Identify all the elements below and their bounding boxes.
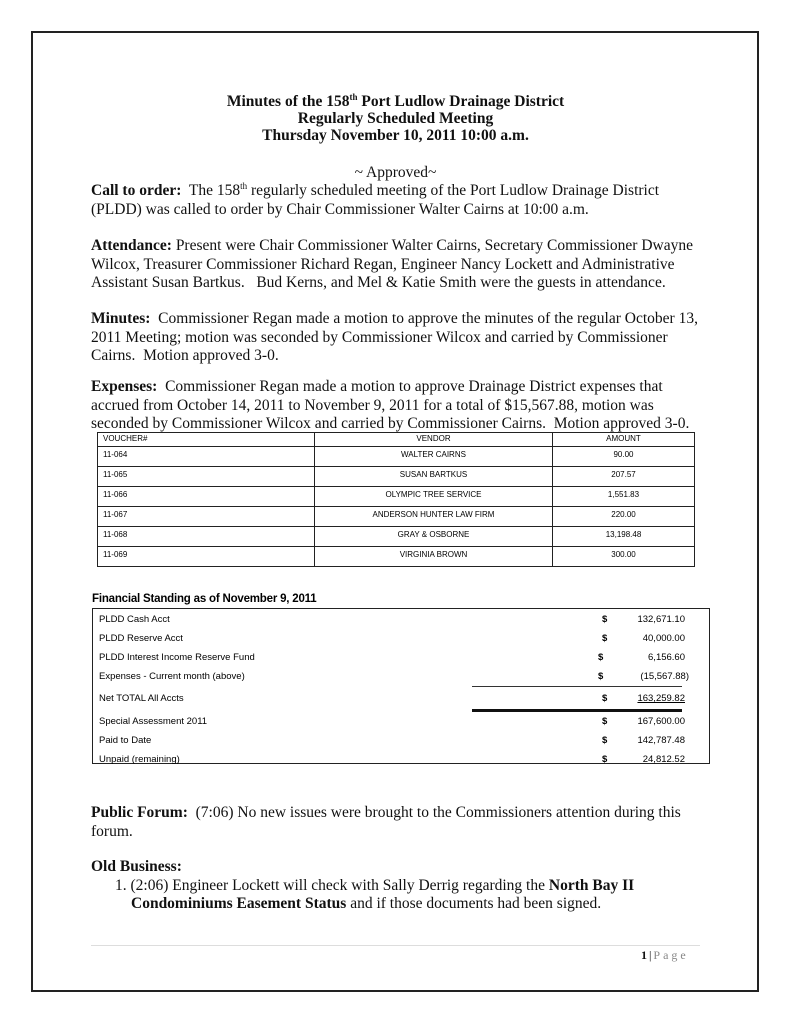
- vendor-name: GRAY & OSBORNE: [315, 527, 553, 547]
- account-amount: 142,787.48: [637, 735, 685, 746]
- vendor-name: OLYMPIC TREE SERVICE: [315, 487, 553, 507]
- currency-symbol: $: [602, 735, 608, 746]
- account-label: Special Assessment 2011: [99, 716, 208, 727]
- voucher-number: 11-068: [98, 527, 315, 547]
- account-amount: 167,600.00: [637, 716, 685, 727]
- expenses-section: Expenses: Commissioner Regan made a motion to approve Drainage District expenses that accrued from October 14, 2011 to November 9, 2011 for a total of $15,567.88, motion was seconded by Commissioner Wilcox and carried by Commissioner Cairns. Motion approved 3-0.: [91, 378, 690, 432]
- header-vendor: VENDOR: [315, 433, 553, 447]
- account-label: Unpaid (remaining): [99, 754, 180, 765]
- title-line-1: Minutes of the 158th Port Ludlow Drainage District: [226, 92, 565, 110]
- financial-row: [99, 735, 703, 754]
- table-row: [98, 487, 695, 507]
- expenses-label: Expenses:: [91, 378, 158, 395]
- public-forum-section: Public Forum: (7:06) No new issues were brought to the Commissioners attention during this forum.: [91, 804, 685, 840]
- page-number: [641, 948, 689, 963]
- vendor-name: ANDERSON HUNTER LAW FIRM: [315, 507, 553, 527]
- account-label: PLDD Reserve Acct: [99, 633, 183, 644]
- financial-row: [99, 716, 703, 735]
- item-number: 1.: [115, 876, 127, 894]
- voucher-amount: 300.00: [553, 547, 695, 567]
- voucher-number: 11-065: [98, 467, 315, 487]
- account-label: PLDD Cash Acct: [99, 614, 170, 625]
- voucher-number: 11-067: [98, 507, 315, 527]
- voucher-table: [97, 432, 695, 567]
- financial-row: [99, 671, 703, 690]
- currency-symbol: $: [602, 693, 608, 704]
- account-amount: 163,259.82: [637, 693, 685, 704]
- account-amount: (15,567.88): [640, 671, 689, 682]
- page-number-value: 1: [641, 948, 647, 962]
- header-voucher: VOUCHER#: [98, 433, 315, 447]
- old-business-section: [91, 858, 711, 914]
- list-item: 1. (2:06) Engineer Lockett will check with Sally Derrig regarding the North Bay II Condominiums Easement Status and if those documents had been signed.: [115, 876, 635, 912]
- financial-standing-box: [92, 608, 710, 764]
- public-forum-label: Public Forum:: [91, 804, 188, 821]
- currency-symbol: $: [602, 716, 608, 727]
- header-amount: AMOUNT: [553, 433, 695, 447]
- table-row: [98, 527, 695, 547]
- account-label: PLDD Interest Income Reserve Fund: [99, 652, 255, 663]
- table-header-row: [98, 433, 695, 447]
- account-label: Paid to Date: [99, 735, 152, 746]
- minutes-section: Minutes: Commissioner Regan made a motion to approve the minutes of the regular October 13, 2011 Meeting; motion was seconded by Commissioner Wilcox and carried by Commissioner Cairns. Motion approved 3-0.: [91, 310, 702, 364]
- account-amount: 132,671.10: [637, 614, 685, 625]
- page-separator: |: [649, 948, 652, 962]
- voucher-amount: 90.00: [553, 447, 695, 467]
- financial-row: [99, 633, 703, 652]
- voucher-number: 11-066: [98, 487, 315, 507]
- currency-symbol: $: [602, 633, 608, 644]
- subtotal-rule: [472, 686, 682, 687]
- page-label: Page: [653, 948, 689, 962]
- account-amount: 6,156.60: [648, 652, 685, 663]
- vendor-name: VIRGINIA BROWN: [315, 547, 553, 567]
- attendance-label: Attendance:: [91, 237, 172, 254]
- call-to-order-label: Call to order:: [91, 182, 182, 199]
- voucher-amount: 1,551.83: [553, 487, 695, 507]
- call-to-order-section: Call to order: The 158th regularly scheduled meeting of the Port Ludlow Drainage District (PLDD) was called to order by Chair Commissioner Walter Cairns at 10:00 a.m.: [91, 181, 660, 218]
- total-rule: [472, 709, 682, 712]
- title-line-2: Regularly Scheduled Meeting: [297, 110, 494, 127]
- footer-divider: [91, 945, 700, 946]
- minutes-label: Minutes:: [91, 310, 151, 327]
- currency-symbol: $: [598, 652, 604, 663]
- table-row: [98, 547, 695, 567]
- account-amount: 40,000.00: [642, 633, 685, 644]
- approved-status: ~ Approved~: [354, 164, 437, 181]
- vendor-name: SUSAN BARTKUS: [315, 467, 553, 487]
- vendor-name: WALTER CAIRNS: [315, 447, 553, 467]
- financial-row: [99, 652, 703, 671]
- account-label: Net TOTAL All Accts: [99, 693, 184, 704]
- table-row: [98, 507, 695, 527]
- attendance-section: Attendance: Present were Chair Commissioner Walter Cairns, Secretary Commissioner Dwayne Wilcox, Treasurer Commissioner Richard Regan, Engineer Nancy Lockett and Administrative Assistant Susan Bartkus. Bud Kerns, and Mel & Katie Smith were the guests in attendance.: [91, 237, 697, 291]
- currency-symbol: $: [602, 754, 608, 765]
- voucher-amount: 220.00: [553, 507, 695, 527]
- financial-row: [99, 754, 703, 773]
- old-business-list: [91, 877, 711, 914]
- item-bold-subject: North Bay II Condominiums Easement Status: [131, 876, 635, 912]
- document-title: [0, 93, 791, 144]
- title-line-3: Thursday November 10, 2011 10:00 a.m.: [262, 127, 529, 144]
- voucher-amount: 13,198.48: [553, 527, 695, 547]
- financial-standing-title: Financial Standing as of November 9, 2011: [92, 593, 317, 605]
- table-row: [98, 467, 695, 487]
- old-business-label: Old Business:: [91, 858, 182, 875]
- account-amount: 24,812.52: [642, 754, 685, 765]
- account-label: Expenses - Current month (above): [99, 671, 245, 682]
- currency-symbol: $: [602, 614, 608, 625]
- table-row: [98, 447, 695, 467]
- voucher-amount: 207.57: [553, 467, 695, 487]
- voucher-number: 11-069: [98, 547, 315, 567]
- financial-row: [99, 614, 703, 633]
- voucher-number: 11-064: [98, 447, 315, 467]
- currency-symbol: $: [598, 671, 604, 682]
